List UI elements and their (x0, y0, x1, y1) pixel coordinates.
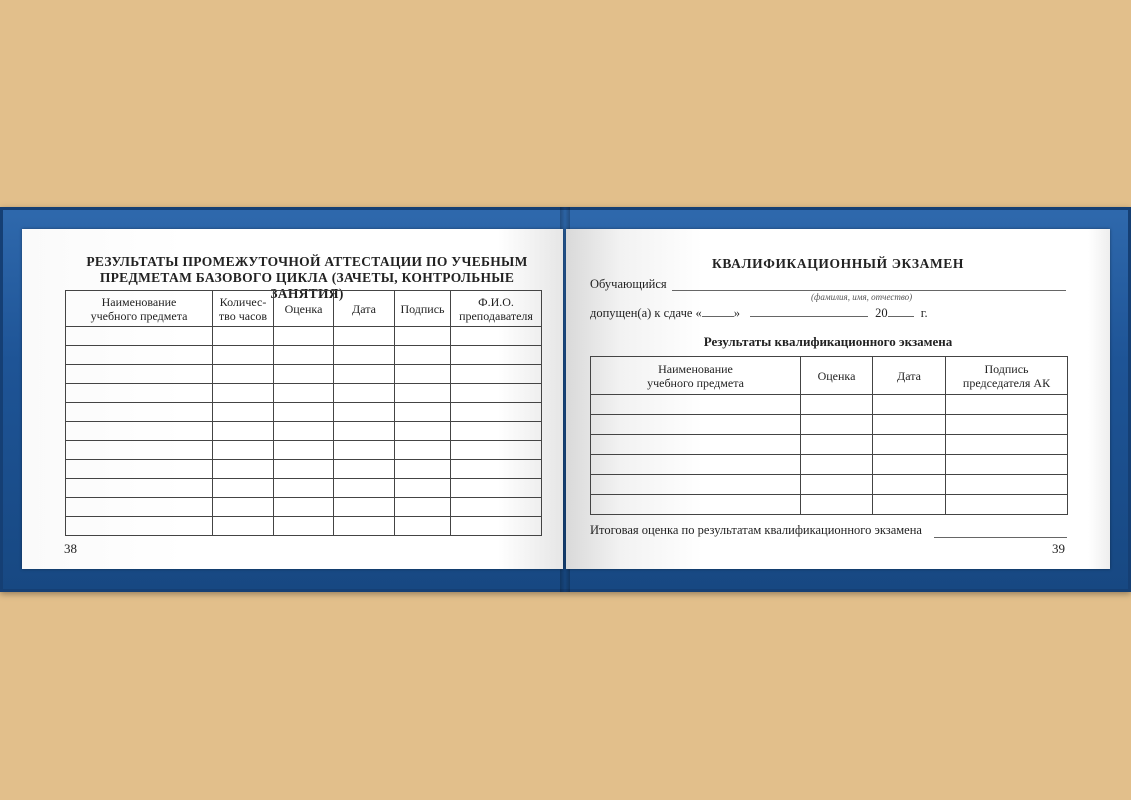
attestation-table-cell[interactable] (213, 460, 274, 479)
attestation-table-cell[interactable] (334, 365, 395, 384)
attestation-table-cell[interactable] (66, 403, 213, 422)
attestation-table-cell[interactable] (395, 517, 451, 536)
page-number-right: 39 (1052, 541, 1065, 556)
attestation-table-cell[interactable] (274, 384, 334, 403)
attestation-table-cell[interactable] (395, 441, 451, 460)
attestation-table-cell[interactable] (334, 346, 395, 365)
attestation-table-cell[interactable] (274, 479, 334, 498)
attestation-table-cell[interactable] (66, 498, 213, 517)
right-page (566, 229, 1110, 569)
attestation-table-row (66, 460, 542, 479)
student-name-line[interactable] (672, 290, 1066, 291)
attestation-table-cell[interactable] (66, 479, 213, 498)
attestation-table-row (66, 365, 542, 384)
left-title-line-2: ПРЕДМЕТАМ БАЗОВОГО ЦИКЛА (ЗАЧЕТЫ, КОНТРОЛЬНЫЕ ЗАНЯТИЯ) (99, 270, 515, 301)
attestation-table-cell[interactable] (274, 365, 334, 384)
exam-results-table-cell[interactable] (946, 435, 1068, 455)
attestation-table-cell[interactable] (451, 327, 542, 346)
attestation-table-cell[interactable] (274, 422, 334, 441)
attestation-table-cell[interactable] (274, 346, 334, 365)
exam-results-table-header (591, 357, 1068, 395)
final-grade-label: Итоговая оценка по результатам квалификационного экзамена (590, 523, 922, 537)
attestation-table-cell[interactable] (213, 422, 274, 441)
attestation-table-cell[interactable] (395, 479, 451, 498)
attestation-table-cell[interactable] (334, 422, 395, 441)
attestation-table-cell[interactable] (395, 346, 451, 365)
attestation-table-cell[interactable] (451, 365, 542, 384)
attestation-table-cell[interactable] (274, 460, 334, 479)
exam-results-table-cell[interactable] (873, 455, 946, 475)
attestation-table-row (66, 422, 542, 441)
attestation-table-cell[interactable] (451, 460, 542, 479)
col-hours: Количес- тво часов (213, 291, 274, 327)
exam-results-table-cell[interactable] (873, 495, 946, 515)
attestation-table-cell[interactable] (395, 403, 451, 422)
exam-results-table-row (591, 435, 1068, 455)
exam-results-table-cell[interactable] (801, 415, 873, 435)
attestation-table-cell[interactable] (66, 517, 213, 536)
col-grade: Оценка (274, 291, 334, 327)
attestation-table-cell[interactable] (395, 365, 451, 384)
exam-results-table-cell[interactable] (591, 475, 801, 495)
attestation-table-cell[interactable] (66, 346, 213, 365)
attestation-table-cell[interactable] (334, 517, 395, 536)
col-exam-grade: Оценка (801, 357, 873, 395)
attestation-table-cell[interactable] (451, 517, 542, 536)
attestation-table-cell[interactable] (451, 441, 542, 460)
exam-results-table-cell[interactable] (801, 435, 873, 455)
exam-results-table-cell[interactable] (946, 415, 1068, 435)
attestation-table-cell[interactable] (395, 327, 451, 346)
exam-results-table-cell[interactable] (873, 415, 946, 435)
attestation-table-row (66, 479, 542, 498)
col-date: Дата (334, 291, 395, 327)
attestation-table-cell[interactable] (66, 327, 213, 346)
attestation-table-row (66, 517, 542, 536)
attestation-table-cell[interactable] (66, 460, 213, 479)
exam-results-table-row (591, 495, 1068, 515)
attestation-table-cell[interactable] (395, 384, 451, 403)
attestation-table-cell[interactable] (334, 498, 395, 517)
col-subject-name: Наименование учебного предмета (66, 291, 213, 327)
exam-results-table-cell[interactable] (591, 395, 801, 415)
attestation-table-header (66, 291, 542, 327)
exam-results-table-cell[interactable] (873, 435, 946, 455)
exam-results-table-row (591, 395, 1068, 415)
attestation-table-row (66, 441, 542, 460)
attestation-table-cell[interactable] (213, 479, 274, 498)
attestation-table-cell[interactable] (395, 422, 451, 441)
attestation-table-cell[interactable] (274, 403, 334, 422)
attestation-table-cell[interactable] (274, 441, 334, 460)
exam-results-table-cell[interactable] (591, 455, 801, 475)
admitted-month-line[interactable] (750, 316, 868, 317)
attestation-table-cell[interactable] (451, 346, 542, 365)
right-page-title: КВАЛИФИКАЦИОННЫЙ ЭКЗАМЕН (712, 256, 964, 271)
exam-results-table-cell[interactable] (873, 395, 946, 415)
col-signature: Подпись (395, 291, 451, 327)
exam-results-table-cell[interactable] (946, 395, 1068, 415)
attestation-table-cell[interactable] (274, 517, 334, 536)
attestation-table-cell[interactable] (66, 441, 213, 460)
attestation-table-row (66, 384, 542, 403)
exam-results-table-cell[interactable] (946, 475, 1068, 495)
page-number-left: 38 (64, 541, 77, 556)
exam-results-table (590, 356, 1068, 515)
exam-results-table-cell[interactable] (801, 395, 873, 415)
attestation-table-cell[interactable] (213, 346, 274, 365)
attestation-table-cell[interactable] (213, 498, 274, 517)
left-title-line-1: РЕЗУЛЬТАТЫ ПРОМЕЖУТОЧНОЙ АТТЕСТАЦИИ ПО УЧЕБНЫМ (86, 254, 528, 269)
attestation-table-cell[interactable] (66, 422, 213, 441)
attestation-table-row (66, 498, 542, 517)
admitted-year-line[interactable] (888, 316, 914, 317)
student-hint: (фамилия, имя, отчество) (811, 292, 913, 302)
admitted-day-line[interactable] (702, 316, 734, 317)
student-label: Обучающийся (590, 277, 667, 291)
attestation-table-row (66, 346, 542, 365)
exam-results-table-row (591, 415, 1068, 435)
attestation-table-cell[interactable] (213, 327, 274, 346)
attestation-table-cell[interactable] (334, 460, 395, 479)
attestation-table-cell[interactable] (395, 460, 451, 479)
attestation-table-cell[interactable] (66, 365, 213, 384)
attestation-table-cell[interactable] (334, 479, 395, 498)
attestation-table-cell[interactable] (334, 441, 395, 460)
col-teacher-name: Ф.И.О. преподавателя (451, 291, 542, 327)
left-page (22, 229, 563, 569)
attestation-table-cell[interactable] (213, 441, 274, 460)
col-exam-date: Дата (873, 357, 946, 395)
attestation-table (65, 290, 542, 536)
attestation-table-row (66, 327, 542, 346)
exam-results-table-cell[interactable] (591, 435, 801, 455)
attestation-table-cell[interactable] (334, 384, 395, 403)
col-chair-signature: Подпись председателя АК (946, 357, 1068, 395)
attestation-table-cell[interactable] (451, 403, 542, 422)
exam-results-table-cell[interactable] (591, 495, 801, 515)
exam-results-table-cell[interactable] (946, 455, 1068, 475)
attestation-table-cell[interactable] (334, 327, 395, 346)
admitted-label: допущен(а) к сдаче « » 20 г. (590, 306, 928, 320)
exam-results-subtitle: Результаты квалификационного экзамена (703, 334, 953, 349)
attestation-table-cell[interactable] (334, 403, 395, 422)
attestation-table-cell[interactable] (451, 498, 542, 517)
attestation-table-cell[interactable] (213, 365, 274, 384)
attestation-table-cell[interactable] (274, 498, 334, 517)
exam-results-table-cell[interactable] (801, 475, 873, 495)
exam-results-table-cell[interactable] (873, 475, 946, 495)
attestation-table-cell[interactable] (274, 327, 334, 346)
attestation-table-cell[interactable] (451, 479, 542, 498)
attestation-table-cell[interactable] (213, 517, 274, 536)
exam-results-table-cell[interactable] (801, 455, 873, 475)
exam-results-table-cell[interactable] (946, 495, 1068, 515)
attestation-table-cell[interactable] (213, 403, 274, 422)
attestation-table-row (66, 403, 542, 422)
col-exam-subject-name: Наименование учебного предмета (591, 357, 801, 395)
final-grade-line[interactable] (934, 537, 1067, 538)
exam-results-table-row (591, 475, 1068, 495)
attestation-table-cell[interactable] (451, 384, 542, 403)
exam-results-table-cell[interactable] (591, 415, 801, 435)
attestation-table-cell[interactable] (213, 384, 274, 403)
attestation-table-cell[interactable] (66, 384, 213, 403)
attestation-table-cell[interactable] (395, 498, 451, 517)
exam-results-table-cell[interactable] (801, 495, 873, 515)
attestation-table-cell[interactable] (451, 422, 542, 441)
exam-results-table-row (591, 455, 1068, 475)
